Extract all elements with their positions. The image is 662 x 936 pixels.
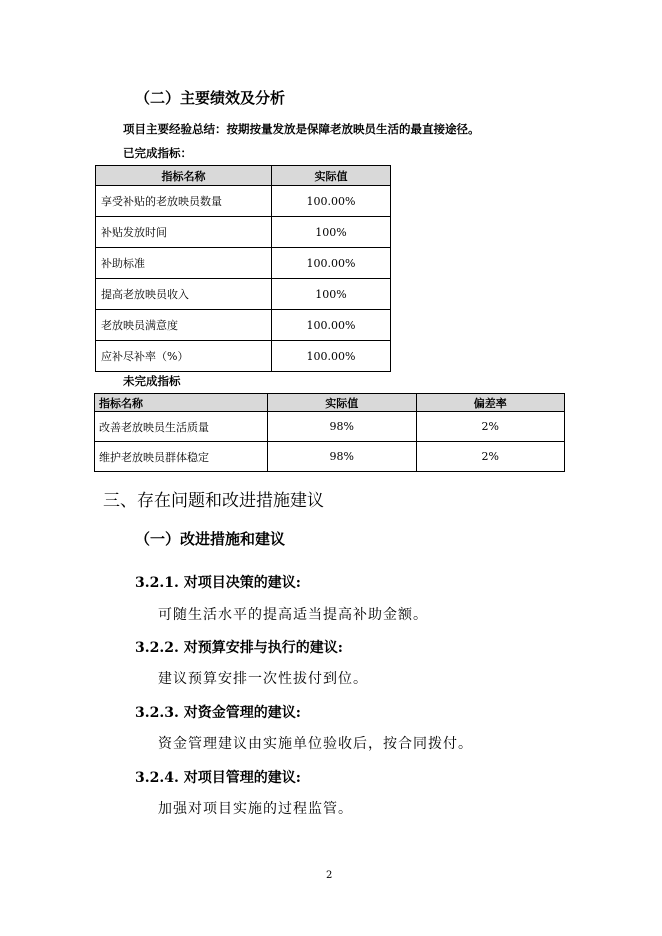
table-row <box>96 310 391 341</box>
section-title: （二）主要绩效及分析 <box>135 89 286 107</box>
suggestion-text-funds: 资金管理建议由实施单位验收后，按合同拨付。 <box>158 736 473 752</box>
table-row <box>96 217 391 248</box>
indicator-name: 改善老放映员生活质量 <box>95 412 268 442</box>
subheading-improvements: （一）改进措施和建议 <box>135 530 286 548</box>
suggestion-title-project: 3.2.4. 对项目管理的建议: <box>135 770 301 786</box>
indicator-name: 维护老放映员群体稳定 <box>95 442 268 472</box>
header-actual-value: 实际值 <box>272 166 391 186</box>
completed-indicators-table <box>95 165 391 372</box>
deviation-rate: 2% <box>416 442 565 472</box>
indicator-name: 补贴发放时间 <box>96 217 272 248</box>
actual-value: 100.00% <box>272 248 391 279</box>
table-row <box>95 412 565 442</box>
actual-value: 98% <box>268 442 417 472</box>
deviation-rate: 2% <box>416 412 565 442</box>
suggestion-text-decision: 可随生活水平的提高适当提高补助金额。 <box>158 607 428 623</box>
indicator-name: 应补尽补率（%） <box>96 341 272 372</box>
suggestion-title-budget: 3.2.2. 对预算安排与执行的建议: <box>135 640 343 656</box>
actual-value: 98% <box>268 412 417 442</box>
indicator-name: 老放映员满意度 <box>96 310 272 341</box>
header-indicator-name: 指标名称 <box>96 166 272 186</box>
indicator-name: 提高老放映员收入 <box>96 279 272 310</box>
actual-value: 100.00% <box>272 341 391 372</box>
experience-summary: 项目主要经验总结：按期按量发放是保障老放映员生活的最直接途径。 <box>123 122 480 136</box>
table-row <box>96 248 391 279</box>
actual-value: 100% <box>272 217 391 248</box>
actual-value: 100% <box>272 279 391 310</box>
section-heading-problems: 三、存在问题和改进措施建议 <box>103 491 324 511</box>
suggestion-title-funds: 3.2.3. 对资金管理的建议: <box>135 705 301 721</box>
indicator-name: 享受补贴的老放映员数量 <box>96 186 272 217</box>
uncompleted-indicators-table <box>94 393 565 472</box>
actual-value: 100.00% <box>272 186 391 217</box>
suggestion-title-decision: 3.2.1. 对项目决策的建议: <box>135 575 301 591</box>
header-actual-value: 实际值 <box>268 394 417 412</box>
table-row <box>96 186 391 217</box>
header-deviation-rate: 偏差率 <box>416 394 565 412</box>
indicator-name: 补助标准 <box>96 248 272 279</box>
page-number: 2 <box>326 870 333 881</box>
actual-value: 100.00% <box>272 310 391 341</box>
table-row <box>96 341 391 372</box>
table-row <box>95 442 565 472</box>
uncompleted-indicators-label: 未完成指标 <box>123 374 181 388</box>
table-row <box>96 279 391 310</box>
table-header-row <box>96 166 391 186</box>
table-header-row <box>95 394 565 412</box>
suggestion-text-budget: 建议预算安排一次性拔付到位。 <box>158 671 368 687</box>
completed-indicators-label: 已完成指标： <box>123 146 192 160</box>
header-indicator-name: 指标名称 <box>95 394 268 412</box>
suggestion-text-project: 加强对项目实施的过程监管。 <box>158 801 353 817</box>
